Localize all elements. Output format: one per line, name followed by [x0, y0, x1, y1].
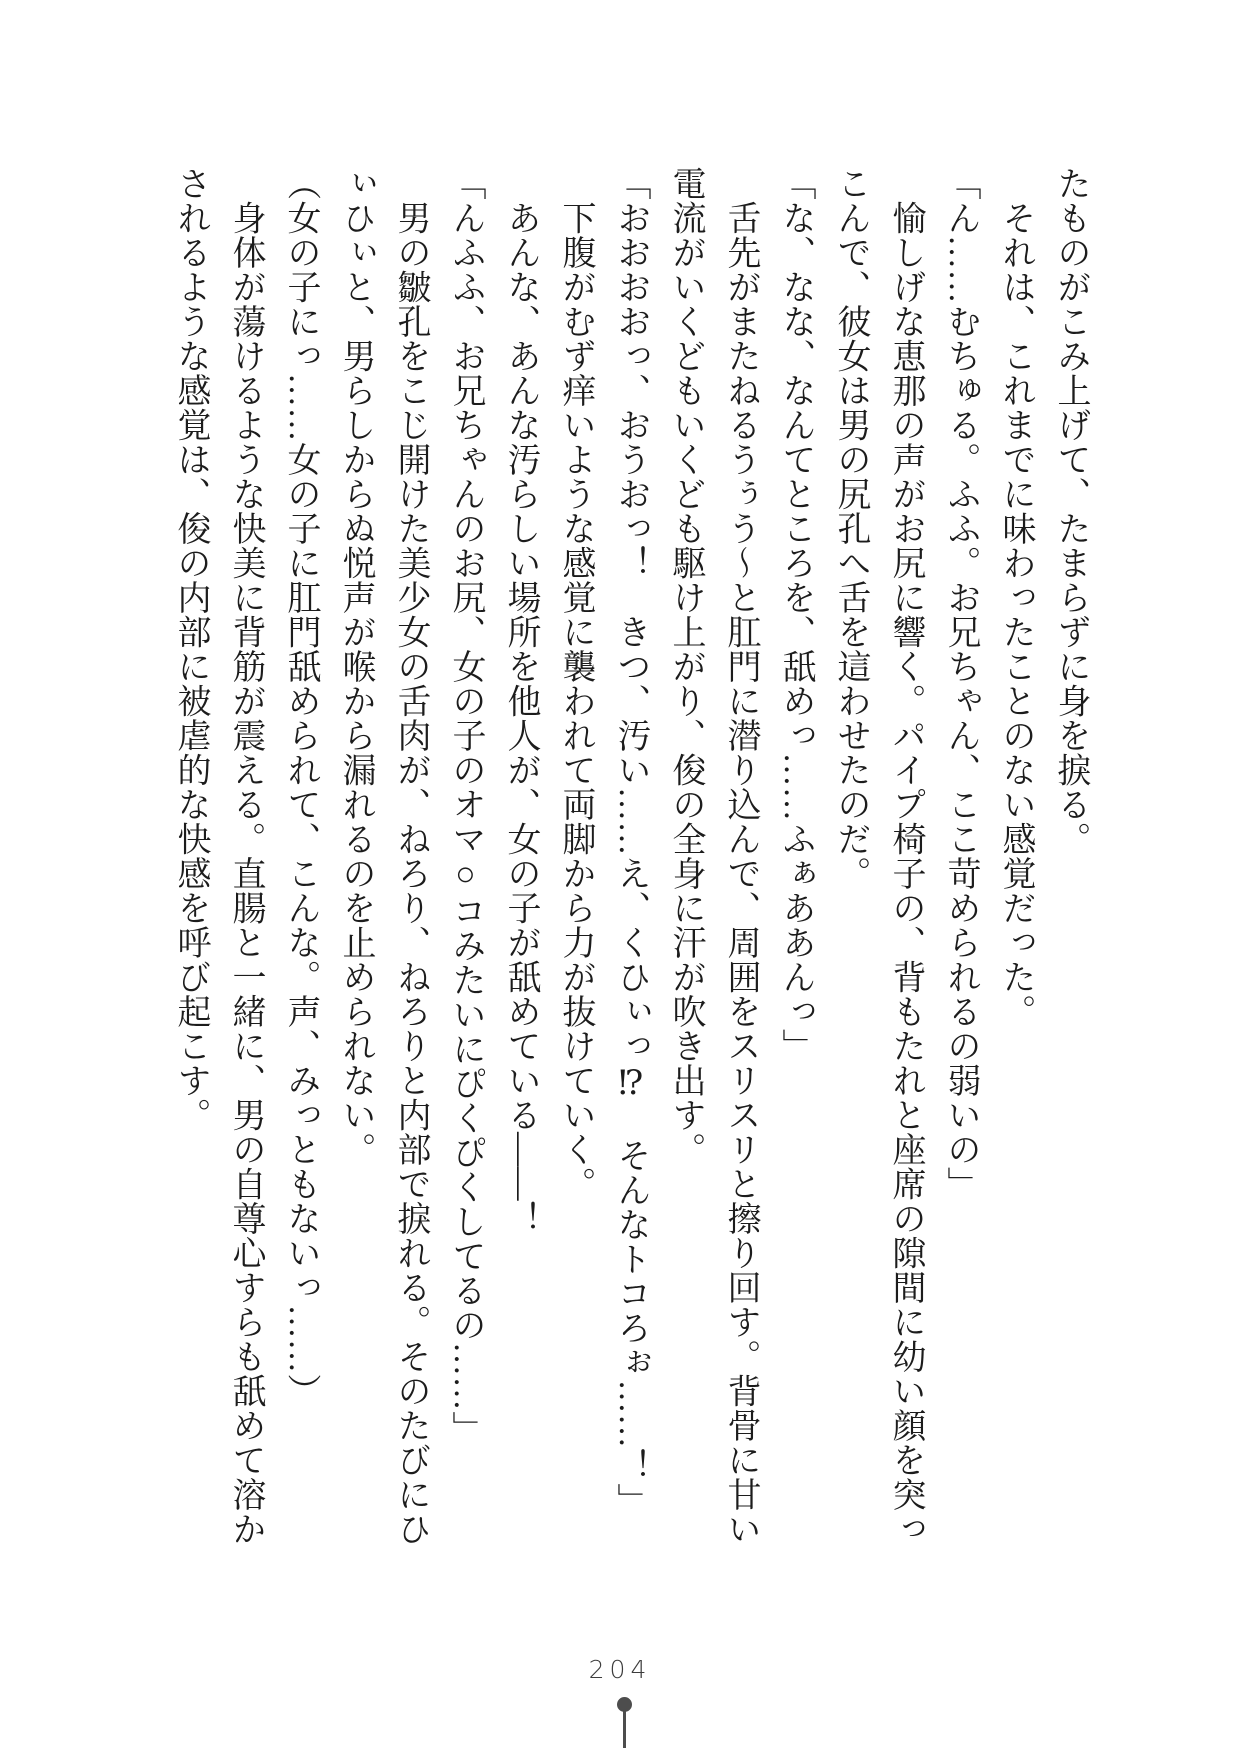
bookmark-line — [623, 1709, 626, 1748]
text-line: こんで、彼女は男の尻孔へ舌を這わせたのだ。 — [832, 166, 869, 891]
text-line: 「おおおおっ、おうおっ！ きつ、汚い……え、くひぃっ⁉ そんなトコろぉ……！」 — [612, 166, 649, 1518]
text-line: されるような感覚は、俊の内部に被虐的な快感を呼び起こす。 — [172, 166, 209, 1132]
text-line: たものがこみ上げて、たまらずに身を捩る。 — [1052, 166, 1089, 856]
text-line: 身体が蕩けるような快美に背筋が震える。直腸と一緒に、男の自尊心すらも舐めて溶か — [227, 166, 264, 1546]
text-line: 下腹がむず痒いような感覚に襲われて両脚から力が抜けていく。 — [557, 166, 594, 1201]
text-line: 愉しげな恵那の声がお尻に響く。パイプ椅子の、背もたれと座席の隙間に幼い顔を突っ — [887, 166, 924, 1546]
vertical-text-block — [163, 166, 1098, 1596]
text-line: 「な、なな、なんてところを、舐めっ……ふぁああんっ」 — [777, 166, 814, 1063]
text-line: あんな、あんな汚らしい場所を他人が、女の子が舐めている――！ — [502, 166, 539, 1236]
text-line: 男の皺孔をこじ開けた美少女の舌肉が、ねろり、ねろりと内部で捩れる。そのたびにひ — [392, 166, 429, 1546]
text-line: それは、これまでに味わったことのない感覚だった。 — [997, 166, 1034, 1029]
text-line: ぃひぃと、男らしからぬ悦声が喉から漏れるのを止められない。 — [337, 166, 374, 1167]
text-line: 電流がいくどもいくども駆け上がり、俊の全身に汗が吹き出す。 — [667, 166, 704, 1167]
page-footer — [0, 1650, 1240, 1748]
text-line: 舌先がまたねるうぅう～と肛門に潜り込んで、周囲をスリスリと擦り回す。背骨に甘い — [722, 166, 759, 1546]
text-line: 「ん……むちゅる。ふふ。お兄ちゃん、ここ苛められるの弱いの」 — [942, 166, 979, 1201]
text-line: 「んふふ、お兄ちゃんのお尻、女の子のオマ○コみたいにぴくぴくしてるの……」 — [447, 166, 484, 1446]
page-number: 204 — [588, 1655, 652, 1684]
text-line: （女の子にっ……女の子に肛門舐められて、こんな。声、みっともないっ……） — [282, 166, 319, 1408]
